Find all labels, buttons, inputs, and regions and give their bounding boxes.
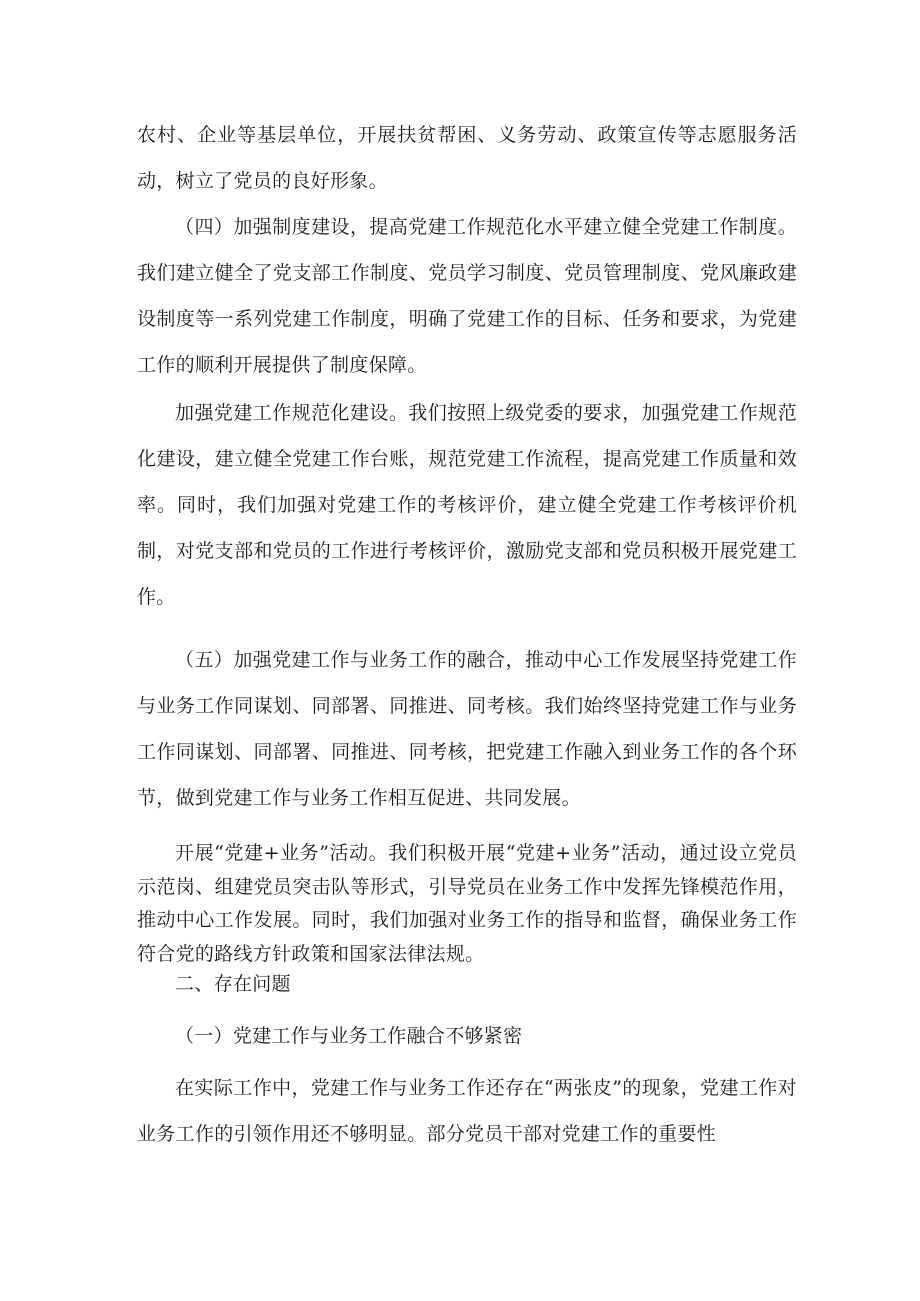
- paragraph-party-business: 开展“党建+业务”活动。我们积极开展“党建+业务”活动，通过设立党员示范岗、组建党员突击队等形式，引导党员在业务工作中发挥先锋模范作用，推动中心工作发展。同时，我们加强对业务工作的指导和监督，确保业务工作符合党的路线方针政策和国家法律法规。: [137, 842, 797, 965]
- paragraph-continuation: 农村、企业等基层单位，开展扶贫帮困、义务劳动、政策宣传等志愿服务活动，树立了党员的良好形象。: [137, 124, 797, 192]
- paragraph-section-four: （四）加强制度建设，提高党建工作规范化水平建立健全党建工作制度。我们建立健全了党支部工作制度、党员学习制度、党员管理制度、党风廉政建设制度等一系列党建工作制度，明确了党建工作的目标、任务和要求，为党建工作的顺利开展提供了制度保障。: [137, 216, 797, 376]
- heading-existing-problems: 二、存在问题: [175, 973, 291, 995]
- paragraph-standardization: 加强党建工作规范化建设。我们按照上级党委的要求，加强党建工作规范化建设，建立健全党建工作台账，规范党建工作流程，提高党建工作质量和效率。同时，我们加强对党建工作的考核评价，建立健全党建工作考核评价机制，对党支部和党员的工作进行考核评价，激励党支部和党员积极开展党建工作。: [137, 402, 797, 608]
- subheading-integration-problem: （一）党建工作与业务工作融合不够紧密: [175, 1025, 523, 1047]
- paragraph-section-five: （五）加强党建工作与业务工作的融合，推动中心工作发展坚持党建工作与业务工作同谋划、同部署、同推进、同考核。我们始终坚持党建工作与业务工作同谋划、同部署、同推进、同考核，把党建工作融入到业务工作的各个环节，做到党建工作与业务工作相互促进、共同发展。: [137, 649, 797, 809]
- paragraph-two-skins: 在实际工作中，党建工作与业务工作还存在“两张皮”的现象，党建工作对业务工作的引领作用还不够明显。部分党员干部对党建工作的重要性: [137, 1077, 797, 1145]
